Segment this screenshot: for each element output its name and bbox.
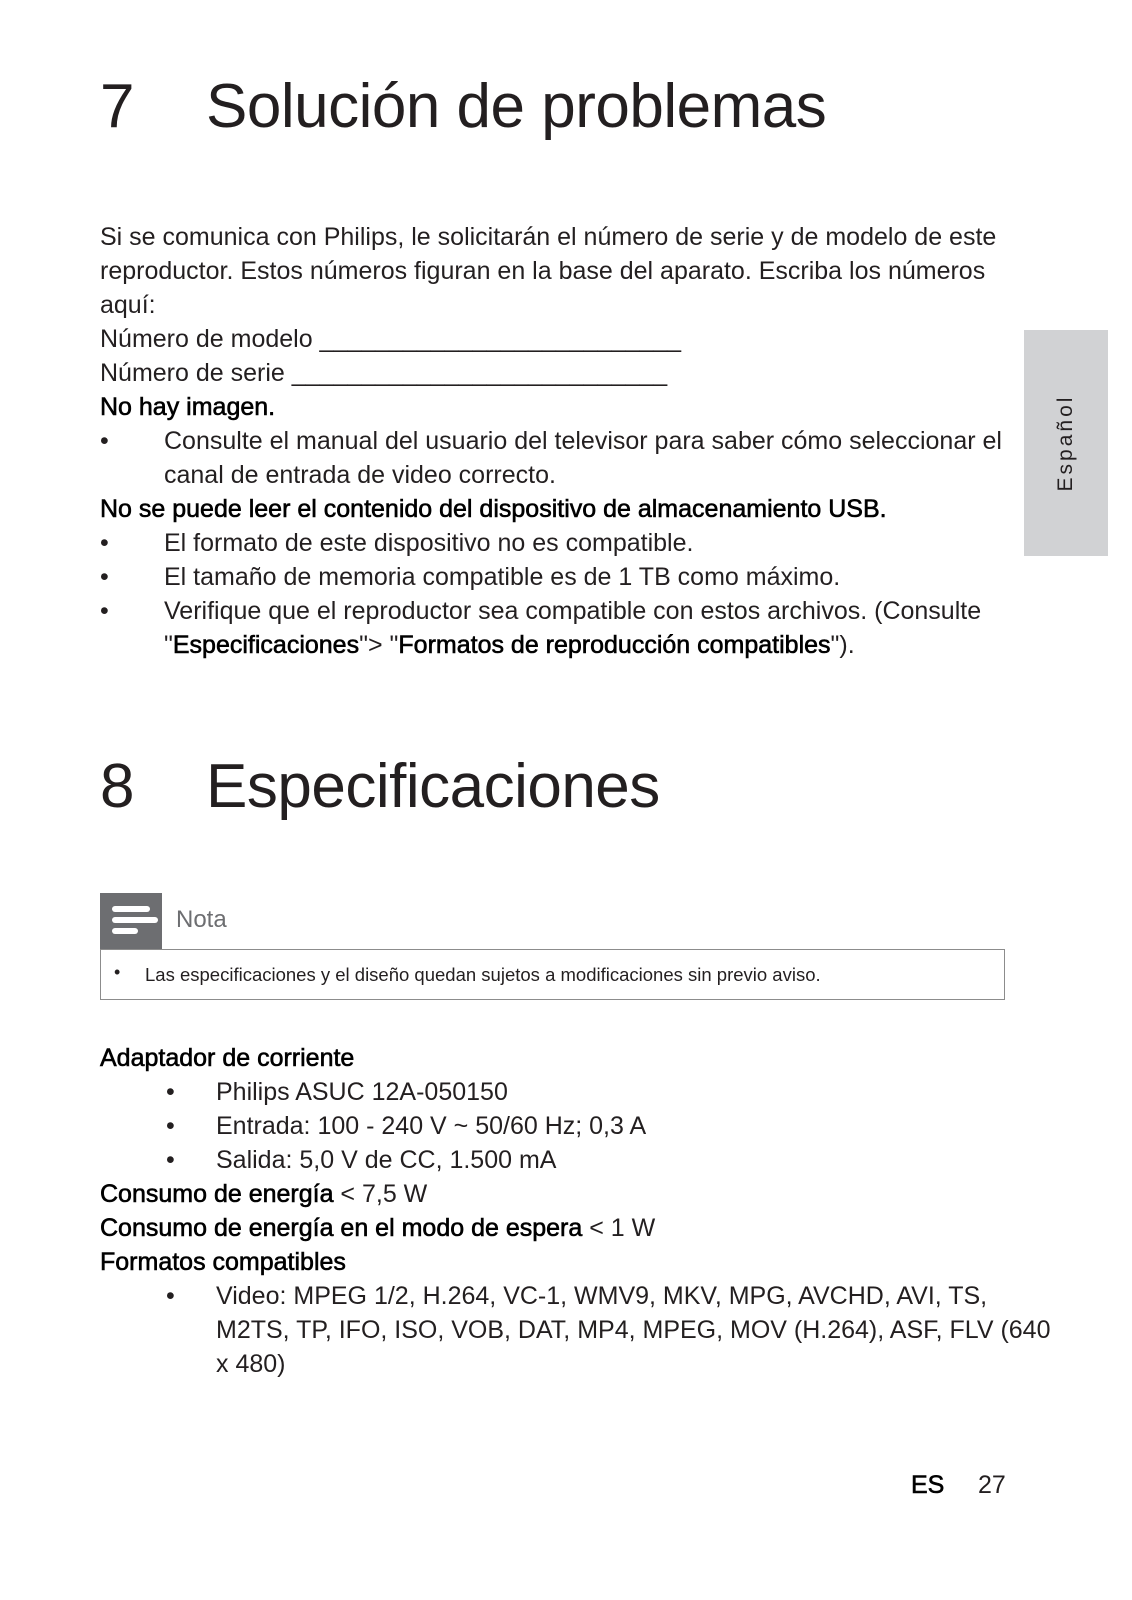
formats-title: Formatos compatibles: [100, 1248, 346, 1276]
bullet-icon: •: [100, 597, 109, 625]
standby-value: < 1 W: [582, 1214, 656, 1242]
problem-1-bullet-line-1: Consulte el manual del usuario del televisor para saber cómo seleccionar el: [164, 427, 1002, 455]
adapter-input: Entrada: 100 - 240 V ~ 50/60 Hz; 0,3 A: [216, 1112, 647, 1140]
footer-language: ES: [911, 1471, 945, 1499]
ref-end: ").: [830, 631, 855, 659]
note-label: Nota: [176, 906, 227, 933]
bullet-icon: •: [166, 1112, 175, 1140]
bullet-icon: •: [100, 529, 109, 557]
problem-2-title: No se puede leer el contenido del dispositivo de almacenamiento USB.: [100, 495, 887, 523]
ref-separator: "> ": [359, 631, 399, 659]
video-formats-line-2: M2TS, TP, IFO, ISO, VOB, DAT, MP4, MPEG, MOV (H.264), ASF, FLV (640: [216, 1316, 1051, 1344]
bullet-icon: •: [166, 1078, 175, 1106]
standby-label: Consumo de energía en el modo de espera: [100, 1214, 583, 1242]
adapter-model: Philips ASUC 12A-050150: [216, 1078, 508, 1106]
section-7-heading: [100, 72, 827, 141]
section-7-number: 7: [100, 72, 134, 141]
section-8-number: 8: [100, 752, 134, 821]
bullet-icon: •: [100, 427, 109, 455]
bullet-icon: •: [166, 1146, 175, 1174]
note-icon: [100, 893, 162, 949]
power-value: < 7,5 W: [333, 1180, 428, 1208]
bullet-icon: •: [114, 962, 121, 982]
intro-line-2: reproductor. Estos números figuran en la base del aparato. Escriba los números: [100, 257, 986, 285]
model-number-field: Número de modelo __________________________: [100, 325, 682, 353]
note-box: [100, 949, 1005, 1000]
problem-1-title: No hay imagen.: [100, 393, 276, 421]
adapter-title: Adaptador de corriente: [100, 1044, 355, 1072]
section-8-title: Especificaciones: [206, 752, 660, 821]
video-formats-line-3: x 480): [216, 1350, 286, 1378]
page-number: 27: [978, 1471, 1006, 1499]
standby-consumption: [100, 1211, 655, 1245]
ref-specifications: Especificaciones: [172, 631, 360, 659]
serial-number-field: Número de serie ___________________________: [100, 359, 668, 387]
intro-line-1: Si se comunica con Philips, le solicitarán el número de serie y de modelo de este: [100, 223, 997, 251]
note-text: Las especificaciones y el diseño quedan sujetos a modificaciones sin previo aviso.: [145, 964, 821, 985]
problem-2-bullet-3: Verifique que el reproductor sea compatible con estos archivos. (Consulte: [164, 597, 982, 625]
language-side-tab-label: Español: [1054, 394, 1077, 492]
power-label: Consumo de energía: [100, 1180, 334, 1208]
bullet-icon: •: [100, 563, 109, 591]
problem-2-reference: [164, 628, 855, 662]
ref-quote: ": [164, 631, 173, 659]
bullet-icon: •: [166, 1282, 175, 1310]
adapter-output: Salida: 5,0 V de CC, 1.500 mA: [216, 1146, 557, 1174]
section-8-heading: [100, 752, 660, 821]
section-7-title: Solución de problemas: [206, 72, 827, 141]
problem-1-bullet-line-2: canal de entrada de video correcto.: [164, 461, 556, 489]
language-side-tab: [1024, 330, 1108, 556]
intro-line-3: aquí:: [100, 291, 156, 319]
ref-formats: Formatos de reproducción compatibles: [398, 631, 831, 659]
video-formats-line-1: Video: MPEG 1/2, H.264, VC-1, WMV9, MKV, MPG, AVCHD, AVI, TS,: [216, 1282, 988, 1310]
problem-2-bullet-2: El tamaño de memoria compatible es de 1 TB como máximo.: [164, 563, 841, 591]
power-consumption: [100, 1177, 427, 1211]
problem-2-bullet-1: El formato de este dispositivo no es compatible.: [164, 529, 694, 557]
